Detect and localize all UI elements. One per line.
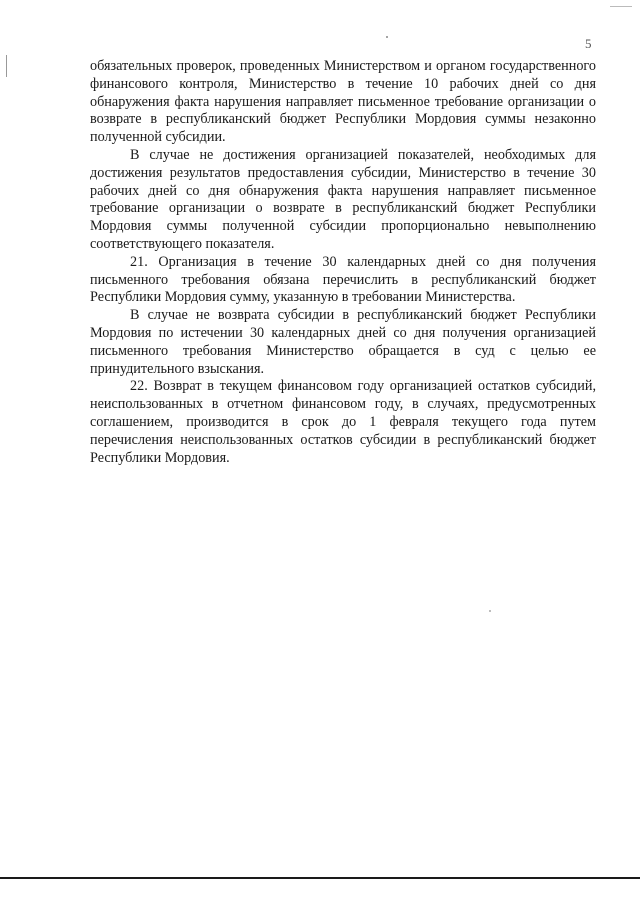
bottom-scan-border xyxy=(0,877,640,879)
paragraph-non-achievement: В случае не достижения организацией показателей, необходимых для достижения результатов предоставления субсидии, Министерство в течение 30 рабочих дней со дня обнаружения факта нарушения направляет письменное требование организации о возврате в республиканский бюджет Республики Мордовия суммы полученной субсидии пропорционально невыполнению соответствующего показателя. xyxy=(90,146,596,252)
paragraph-continuation: обязательных проверок, проведенных Министерством и органом государственного финансового контроля, Министерство в течение 10 рабочих дней со дня обнаружения факта нарушения направляет письменное требование организации о возврате в республиканский бюджет Республики Мордовия суммы незаконно полученной субсидии. xyxy=(90,58,596,146)
scan-artifact-top-right xyxy=(610,6,632,7)
paragraph-clause-22: 22. Возврат в текущем финансовом году организацией остатков субсидий, неиспользованных в отчетном финансовом году, в случаях, предусмотренных соглашением, производится в срок до 1 февраля текущего года путем перечисления неиспользованных остатков субсидии в республиканский бюджет Республики Мордовия. xyxy=(90,378,596,466)
scan-artifact-left-edge xyxy=(6,55,7,77)
scan-speck xyxy=(386,36,388,38)
document-body xyxy=(90,58,596,467)
paragraph-clause-21: 21. Организация в течение 30 календарных дней со дня получения письменного требования обязана перечислить в республиканский бюджет Республики Мордовия сумму, указанную в требовании Министерства. xyxy=(90,253,596,306)
paragraph-non-return: В случае не возврата субсидии в республиканский бюджет Республики Мордовия по истечении 30 календарных дней со дня получения организацией письменного требования Министерство обращается в суд с целью ее принудительного взыскания. xyxy=(90,307,596,377)
scan-speck xyxy=(489,610,491,612)
page-number: 5 xyxy=(585,36,592,51)
